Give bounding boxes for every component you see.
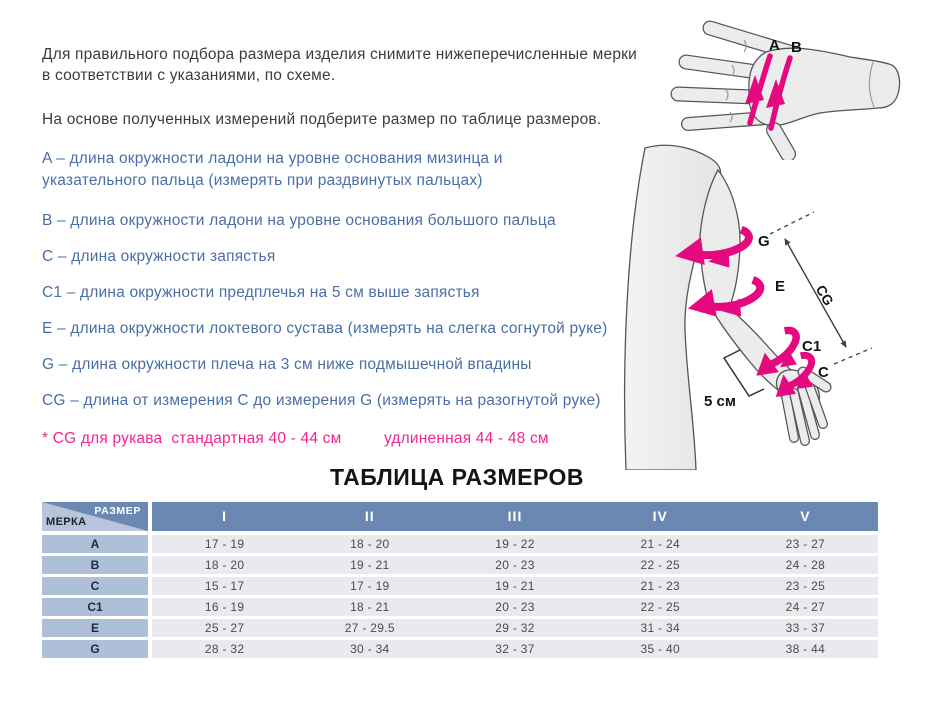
intro-paragraph-2: На основе полученных измерений подберите размер по таблице размеров. [42,111,602,128]
cell: 27 - 29.5 [344,621,395,635]
arm-illustration [618,138,937,470]
corner-label-size: РАЗМЕР [94,505,141,517]
table-row [42,556,878,574]
row-label-a: A [42,535,148,553]
size-table-header [42,502,878,531]
cell: 33 - 37 [785,621,826,635]
cell: 19 - 22 [495,537,535,551]
table-row [42,577,878,595]
sleeve-note-standard: * CG для рукава стандартная 40 - 44 см [42,430,342,447]
column-header-4: IV [652,508,668,524]
size-table [42,502,878,661]
arm-label-e: E [775,278,786,295]
cell: 19 - 21 [350,558,390,572]
cell: 23 - 25 [785,579,826,593]
cell: 23 - 27 [785,537,826,551]
table-row [42,640,878,658]
table-row [42,598,878,616]
row-label-e: E [42,619,148,637]
cell: 21 - 24 [640,537,680,551]
table-corner-cell [42,502,148,531]
cell: 17 - 19 [204,537,245,551]
cell: 18 - 20 [350,537,390,551]
cell: 20 - 23 [495,558,535,572]
cell: 25 - 27 [204,621,245,635]
cell: 38 - 44 [785,642,826,656]
measurement-item-c: C – длина окружности запястья [42,248,276,265]
arm-label-c: C [818,364,829,381]
arm-label-5cm: 5 см [704,393,736,410]
cell: 20 - 23 [495,600,535,614]
column-header-2: II [364,508,375,524]
cell: 16 - 19 [204,600,245,614]
measurement-item-cg: CG – длина от измерения C до измерения G (измерять на разогнутой руке) [42,392,601,409]
cell: 19 - 21 [495,579,535,593]
arm-label-c1: C1 [802,338,822,355]
size-table-title: ТАБЛИЦА РАЗМЕРОВ [330,464,585,490]
cell: 21 - 23 [640,579,680,593]
cell: 17 - 19 [350,579,390,593]
hand-label-a: A [769,37,780,54]
cell: 18 - 21 [350,600,390,614]
column-header-5: V [800,508,811,524]
arm-label-g: G [758,233,770,250]
column-header-1: I [222,508,228,524]
cell: 29 - 32 [495,621,535,635]
measurement-item-g: G – длина окружности плеча на 3 см ниже подмышечной впадины [42,356,532,373]
cell: 30 - 34 [350,642,390,656]
row-label-c1: C1 [42,598,148,616]
dashed-line-c [834,348,872,364]
cell: 24 - 28 [785,558,826,572]
measurement-item-b: B – длина окружности ладони на уровне основания большого пальца [42,212,556,229]
size-column-headers [152,502,878,531]
column-header-3: III [507,508,523,524]
row-label-g: G [42,640,148,658]
row-label-c: C [42,577,148,595]
table-row [42,535,878,553]
measurement-item-e: E – длина окружности локтевого сустава (измерять на слегка согнутой руке) [42,320,608,337]
table-row [42,619,878,637]
arm-label-cg: CG [812,282,838,309]
measurement-item-c1: C1 – длина окружности предплечья на 5 см выше запястья [42,284,480,301]
cell: 22 - 25 [640,558,680,572]
cell: 15 - 17 [204,579,245,593]
cell: 22 - 25 [640,600,680,614]
sleeve-note-extended: удлиненная 44 - 48 см [384,430,549,447]
cell: 32 - 37 [495,642,535,656]
cell: 35 - 40 [640,642,680,656]
size-table-body [42,535,878,658]
hand-label-b: B [791,39,802,56]
measurement-item-a: A – длина окружности ладони на уровне основания мизинца и указательного пальца (измерять при раздвинутых пальцах) [42,150,503,189]
corner-label-measure: МЕРКА [46,516,87,528]
dashed-line-g [770,212,814,234]
row-label-b: B [42,556,148,574]
cell: 24 - 27 [785,600,826,614]
cell: 18 - 20 [204,558,245,572]
cell: 31 - 34 [640,621,680,635]
cell: 28 - 32 [204,642,245,656]
intro-paragraph-1: Для правильного подбора размера изделия снимите нижеперечисленные мерки в соответствии с указаниями, по схеме. [42,46,637,84]
